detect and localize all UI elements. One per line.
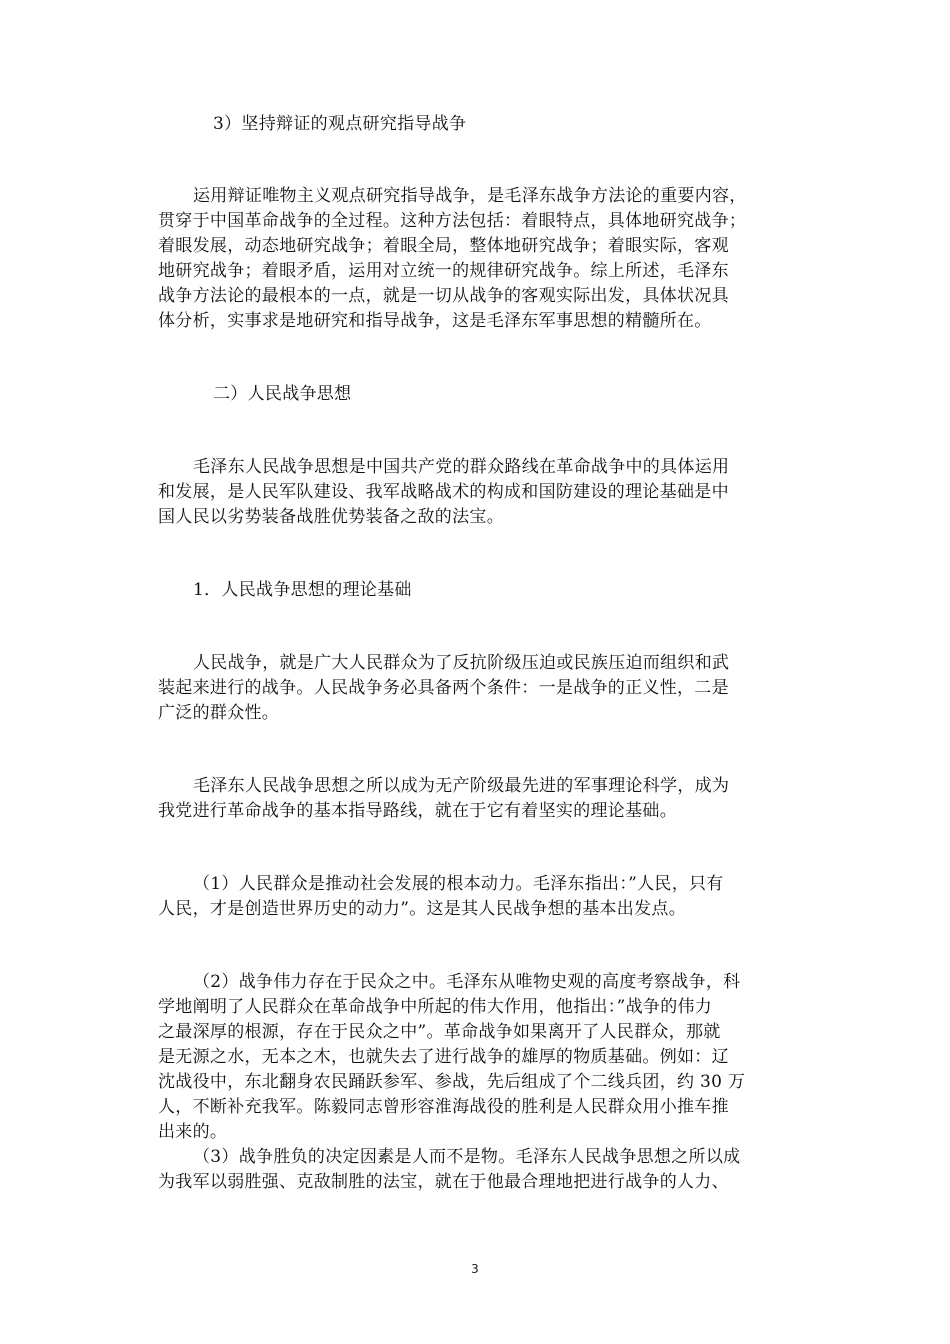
section-heading: 3）坚持辩证的观点研究指导战争 <box>213 114 467 134</box>
paragraph-line: 人民，才是创造世界历史的动力”。这是其人民战争想的基本出发点。 <box>158 899 686 919</box>
paragraph-line: 装起来进行的战争。人民战争务必具备两个条件：一是战争的正义性，二是 <box>158 678 729 698</box>
section-heading: 二）人民战争思想 <box>213 384 352 404</box>
paragraph-line: 广泛的群众性。 <box>158 703 280 723</box>
paragraph-line: 之最深厚的根源，存在于民众之中”。革命战争如果离开了人民群众，那就 <box>158 1022 721 1042</box>
paragraph-line: 人，不断补充我军。陈毅同志曾形容淮海战役的胜利是人民群众用小推车推 <box>158 1097 729 1117</box>
paragraph-line: 着眼发展，动态地研究战争；着眼全局，整体地研究战争；着眼实际，客观 <box>158 236 729 256</box>
paragraph-line: （3）战争胜负的决定因素是人而不是物。毛泽东人民战争思想之所以成 <box>193 1147 741 1167</box>
paragraph-line: 国人民以劣势装备战胜优势装备之敌的法宝。 <box>158 507 504 527</box>
paragraph-line: （2）战争伟力存在于民众之中。毛泽东从唯物史观的高度考察战争，科 <box>193 972 741 992</box>
paragraph-line: 为我军以弱胜强、克敌制胜的法宝，就在于他最合理地把进行战争的人力、 <box>158 1172 729 1192</box>
paragraph-line: 毛泽东人民战争思想是中国共产党的群众路线在革命战争中的具体运用 <box>193 457 730 477</box>
paragraph-line: （1）人民群众是推动社会发展的根本动力。毛泽东指出：”人民，只有 <box>193 874 724 894</box>
section-heading: 1．人民战争思想的理论基础 <box>193 580 412 600</box>
paragraph-line: 沈战役中，东北翻身农民踊跃参军、参战，先后组成了个二线兵团，约 30 万 <box>158 1072 746 1092</box>
paragraph-line: 出来的。 <box>158 1122 228 1142</box>
paragraph-line: 体分析，实事求是地研究和指导战争，这是毛泽东军事思想的精髓所在。 <box>158 311 712 331</box>
paragraph-line: 和发展，是人民军队建设、我军战略战术的构成和国防建设的理论基础是中 <box>158 482 729 502</box>
paragraph-line: 贯穿于中国革命战争的全过程。这种方法包括：着眼特点，具体地研究战争； <box>158 211 747 231</box>
paragraph-line: 运用辩证唯物主义观点研究指导战争，是毛泽东战争方法论的重要内容， <box>193 186 747 206</box>
paragraph-line: 毛泽东人民战争思想之所以成为无产阶级最先进的军事理论科学，成为 <box>193 776 730 796</box>
paragraph-line: 我党进行革命战争的基本指导路线，就在于它有着坚实的理论基础。 <box>158 801 677 821</box>
paragraph-line: 地研究战争；着眼矛盾，运用对立统一的规律研究战争。综上所述，毛泽东 <box>158 261 729 281</box>
page-number: 3 <box>471 1262 479 1276</box>
paragraph-line: 人民战争，就是广大人民群众为了反抗阶级压迫或民族压迫而组织和武 <box>193 653 730 673</box>
paragraph-line: 是无源之水，无本之木，也就失去了进行战争的雄厚的物质基础。例如：辽 <box>158 1047 729 1067</box>
paragraph-line: 战争方法论的最根本的一点，就是一切从战争的客观实际出发，具体状况具 <box>158 286 729 306</box>
paragraph-line: 学地阐明了人民群众在革命战争中所起的伟大作用，他指出：”战争的伟力 <box>158 997 713 1017</box>
